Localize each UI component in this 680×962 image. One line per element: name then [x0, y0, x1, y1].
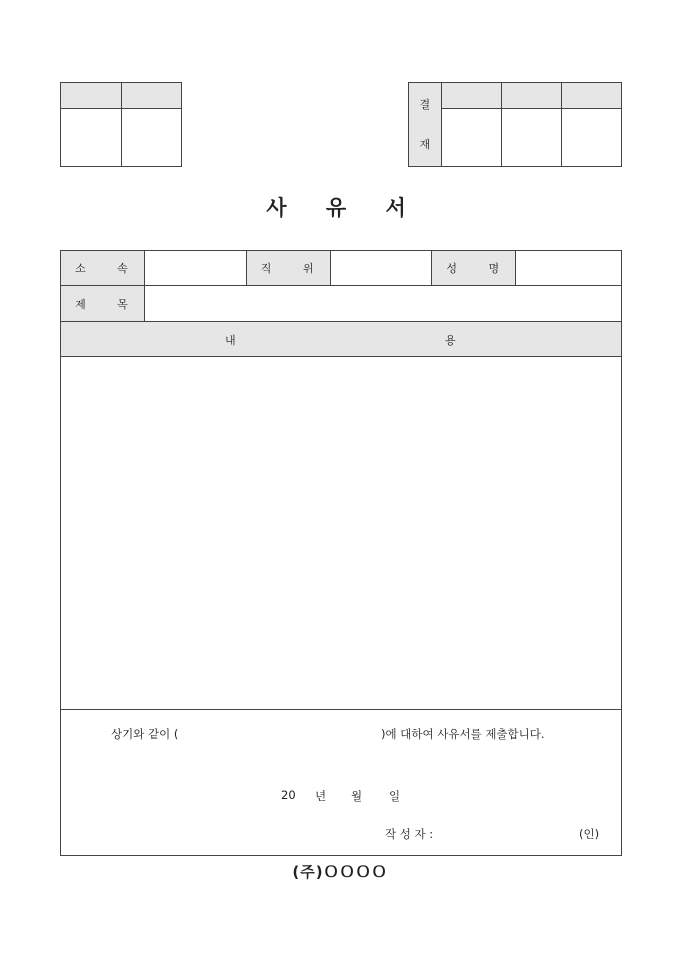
- declaration-prefix: 상기와 같이 (: [111, 727, 179, 741]
- declaration-suffix: )에 대하여 사유서를 제출합니다.: [381, 727, 545, 741]
- company-name: (주)ＯＯＯＯ: [292, 863, 388, 881]
- approval-label-top: 결: [419, 97, 431, 111]
- approval-label: [409, 83, 442, 167]
- content-label-right: 용: [445, 334, 456, 347]
- position-label: 직 위: [246, 251, 330, 286]
- content-field[interactable]: [61, 357, 622, 710]
- date-month-unit: 월: [351, 789, 363, 803]
- declaration-section: [61, 710, 622, 856]
- position-field[interactable]: [330, 251, 432, 286]
- approval-header-1: [441, 83, 501, 109]
- reference-box-header-2: [121, 83, 182, 109]
- date-year-unit: 년: [315, 789, 327, 803]
- affiliation-label: 소 속: [61, 251, 145, 286]
- approval-signature-2[interactable]: [501, 109, 561, 167]
- document-title: 사 유 서: [266, 195, 422, 220]
- date-day-unit: 일: [389, 789, 401, 803]
- name-label: 성 명: [432, 251, 516, 286]
- content-header: [61, 322, 622, 357]
- main-form: [60, 250, 622, 856]
- approval-box: [408, 82, 622, 167]
- approval-header-2: [501, 83, 561, 109]
- approval-signature-1[interactable]: [441, 109, 501, 167]
- seal-label: (인): [579, 827, 600, 841]
- author-label: 작 성 자 :: [385, 827, 434, 841]
- approval-label-bottom: 재: [419, 137, 431, 151]
- reference-box-field-1[interactable]: [61, 109, 122, 167]
- name-field[interactable]: [516, 251, 622, 286]
- date-year: 20: [281, 788, 296, 802]
- reference-box-header-1: [61, 83, 122, 109]
- reference-box: [60, 82, 182, 167]
- content-label-left: 내: [225, 334, 236, 347]
- reference-box-field-2[interactable]: [121, 109, 182, 167]
- affiliation-field[interactable]: [144, 251, 246, 286]
- subject-label: 제 목: [61, 286, 145, 322]
- approval-header-3: [561, 83, 621, 109]
- approval-signature-3[interactable]: [561, 109, 621, 167]
- subject-field[interactable]: [144, 286, 621, 322]
